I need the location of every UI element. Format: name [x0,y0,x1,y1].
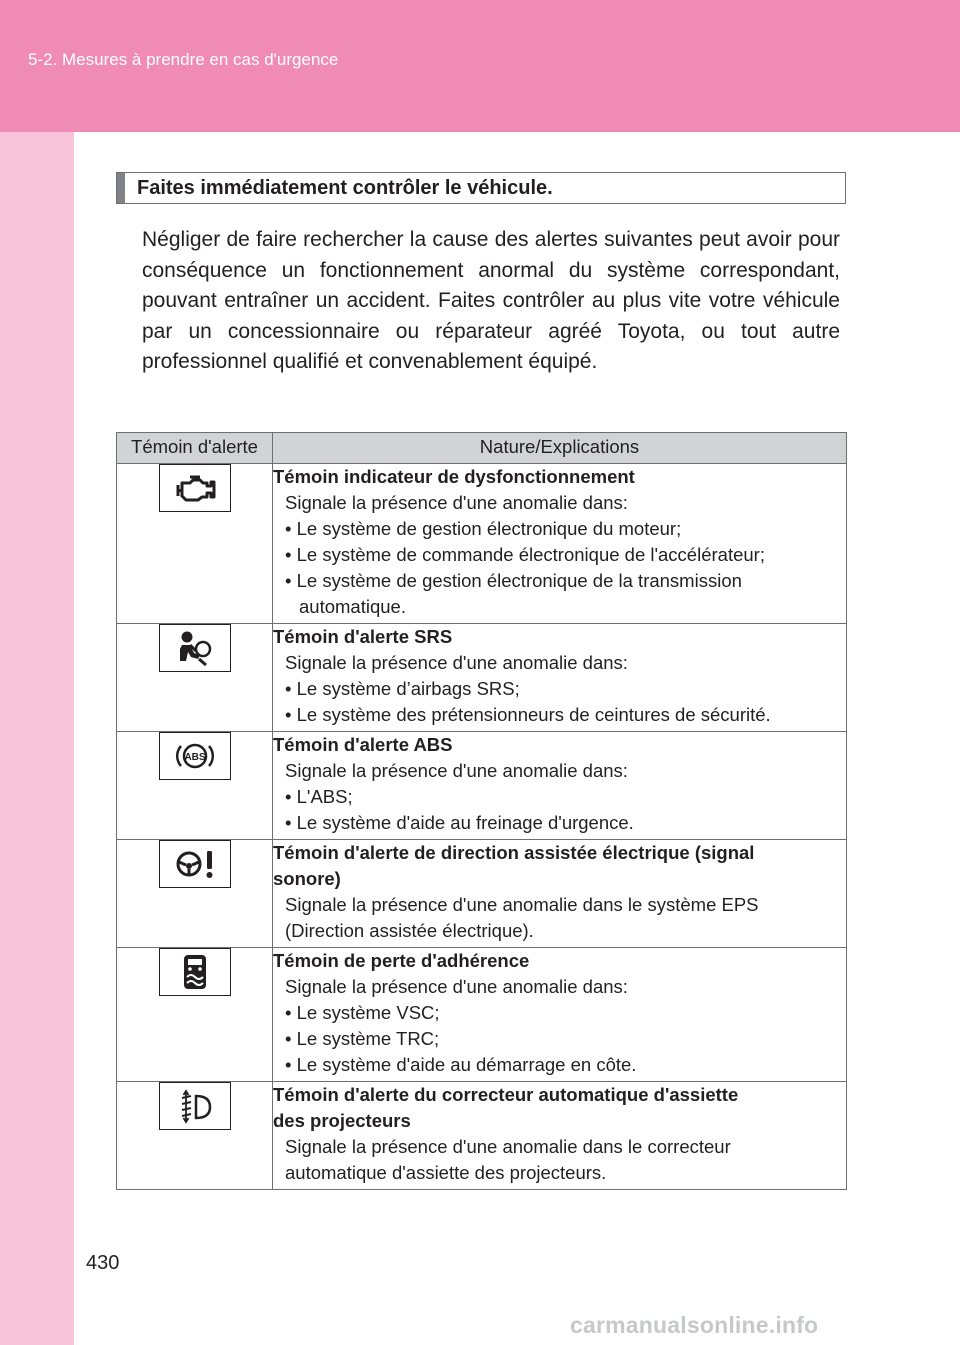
section-heading [116,172,846,204]
description-cell [273,948,847,1082]
icon-cell [117,948,273,1082]
row-lead: Signale la présence d'une anomalie dans: [285,976,628,997]
icon-cell [117,732,273,840]
row-item: • Le système d’airbags SRS; [285,678,520,699]
icon-cell [117,624,273,732]
table-row [117,948,847,1082]
side-band [0,132,74,1345]
row-title: Témoin d'alerte SRS [273,626,453,647]
warning-lights-table [116,432,847,1190]
abs-icon-label: ABS [183,752,206,763]
icon-cell [117,840,273,948]
row-item: • Le système de gestion électronique de la transmission [285,570,742,591]
table-header-row [117,433,847,464]
row-lead: Signale la présence d'une anomalie dans: [285,760,628,781]
icon-cell [117,1082,273,1190]
headlight-leveling-icon [159,1082,231,1130]
section-heading-text: Faites immédiatement contrôler le véhicule. [137,177,553,199]
row-item: • Le système TRC; [285,1028,440,1049]
breadcrumb: 5-2. Mesures à prendre en cas d'urgence [28,50,339,69]
description-cell [273,840,847,948]
table-row [117,840,847,948]
description-cell [273,1082,847,1190]
row-lead: (Direction assistée électrique). [285,920,534,941]
icon-cell [117,464,273,624]
table-row [117,1082,847,1190]
slip-indicator-icon [159,948,231,996]
row-item: • L'ABS; [285,786,353,807]
row-lead: Signale la présence d'une anomalie dans: [285,652,628,673]
table-row [117,624,847,732]
description-cell [273,732,847,840]
abs-icon [159,732,231,780]
row-item: automatique. [299,596,406,617]
table-row [117,464,847,624]
intro-paragraph: Négliger de faire rechercher la cause des alertes suivantes peut avoir pour conséquence un fonctionnement anormal du système correspondant, pouvant entraîner un accident. Faites contrôler au plus vite votre véhicule par un concessionnaire ou réparateur agréé Toyota, ou tout autre professionnel qualifié et convenablement équipé. [142,228,840,373]
table-row [117,732,847,840]
row-lead: Signale la présence d'une anomalie dans: [285,492,628,513]
row-title: sonore) [273,868,341,889]
row-lead: automatique d'assiette des projecteurs. [285,1162,607,1183]
row-item: • Le système d'aide au démarrage en côte. [285,1054,637,1075]
description-cell [273,464,847,624]
column-header-warning: Témoin d'alerte [117,433,273,464]
row-item: • Le système d'aide au freinage d'urgence. [285,812,634,833]
row-item: • Le système VSC; [285,1002,440,1023]
description-cell [273,624,847,732]
row-title: des projecteurs [273,1110,411,1131]
watermark: carmanualsonline.info [570,1312,819,1338]
row-title: Témoin de perte d'adhérence [273,950,530,971]
row-title: Témoin d'alerte ABS [273,734,453,755]
eps-steering-wheel-icon [159,840,231,888]
heading-marker [117,173,125,203]
column-header-nature: Nature/Explications [273,433,847,464]
engine-check-icon [159,464,231,512]
row-title: Témoin d'alerte de direction assistée électrique (signal [273,842,755,863]
row-item: • Le système de gestion électronique du moteur; [285,518,682,539]
row-title: Témoin d'alerte du correcteur automatique d'assiette [273,1084,739,1105]
row-lead: Signale la présence d'une anomalie dans le système EPS [285,894,759,915]
row-item: • Le système des prétensionneurs de ceintures de sécurité. [285,704,771,725]
row-item: • Le système de commande électronique de l'accélérateur; [285,544,765,565]
row-title: Témoin indicateur de dysfonctionnement [273,466,635,487]
row-lead: Signale la présence d'une anomalie dans le correcteur [285,1136,731,1157]
srs-airbag-icon [159,624,231,672]
page-number: 430 [86,1252,120,1274]
